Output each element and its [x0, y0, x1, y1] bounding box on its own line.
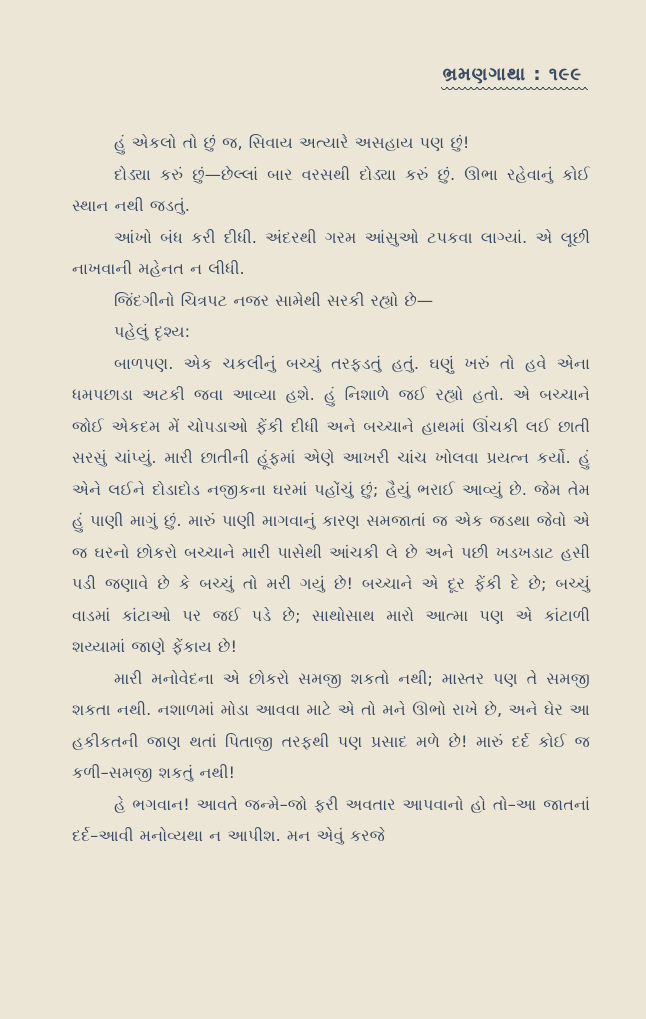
paragraph-3: આંખો બંધ કરી દીધી. અંદરથી ગરમ આંસુઓ ટપકવા લાગ્યાં. એ લૂછી નાખવાની મહેનત ન લીધી.	[72, 227, 590, 278]
page-header	[72, 64, 590, 91]
paragraph-2: દોડ્યા કરું છું—છેલ્લાં બાર વરસથી દોડ્યા કરું છું. ઊભા રહેવાનું કોઈ સ્થાન નથી જડતું.	[72, 164, 590, 215]
scene-heading: પહેલું દૃશ્ય:	[114, 322, 191, 341]
paragraph-1: હું એકલો તો છું જ, સિવાય અત્યારે અસહાય પણ છું!	[114, 133, 470, 152]
paragraph-7: મારી મનોવેદના એ છોકરો સમજી શકતો નથી; માસ્તર પણ તે સમજી શકતા નથી. નશાળમાં મોડા આવવા માટે એ તો મને ઊભો રાખે છે, અને ઘેર આ હકીકતની જાણ થતાં પિતાજી તરફથી પણ પ્રસાદ મળે છે! મારું દર્દ કોઈ જ કળી–સમજી શકતું નથી!	[72, 668, 590, 782]
paragraph-4: જિંદગીનો ચિત્રપટ નજર સામેથી સરકી રહ્યો છે—	[114, 290, 434, 310]
running-title: ભ્રમણગાથા : ૧૯૯	[443, 64, 582, 91]
paragraph-6: બાળપણ. એક ચકલીનું બચ્ચું તરફડતું હતું. ઘણું ખરું તો હવે એના ધમપછાડા અટકી જવા આવ્યા હશે. હું નિશાળે જઈ રહ્યો હતો. એ બચ્ચાને જોઈ એકદમ મેં ચોપડાઓ ફેંકી દીધી અને બચ્ચાને હાથમાં ઊંચકી લઈ છાતી સરસું ચાંપ્યું. મારી છાતીની હૂંફમાં એણે આખરી ચાંચ ખોલવા પ્રયત્ન કર્યો. હું એને લઈને દોડાદોડ નજીકના ઘરમાં પહોંચું છું; હૈયું ભરાઈ આવ્યું છે. જેમ તેમ હું પાણી માગું છું. મારું પાણી માગવાનું કારણ સમજાતાં જ એક જડથા જેવો એ જ ઘરનો છોકરો બચ્ચાને મારી પાસેથી આંચકી લે છે અને પછી ખડખડાટ હસી પડી જણાવે છે કે બચ્ચું તો મરી ગયું છે! બચ્ચાને એ દૂર ફેંકી દે છે; બચ્ચું વાડમાં કાંટાઓ પર જઈ પડે છે; સાથોસાથ મારો આત્મા પણ એ કાંટાળી શય્યામાં જાણે ફેંકાય છે!	[72, 353, 590, 656]
paragraph-8: હે ભગવાન! આવતે જન્મે–જો ફરી અવતાર આપવાનો હો તો–આ જાતનાં દર્દ–આવી મનોવ્યથા ન આપીશ. મન એવું કરજે	[72, 794, 590, 845]
